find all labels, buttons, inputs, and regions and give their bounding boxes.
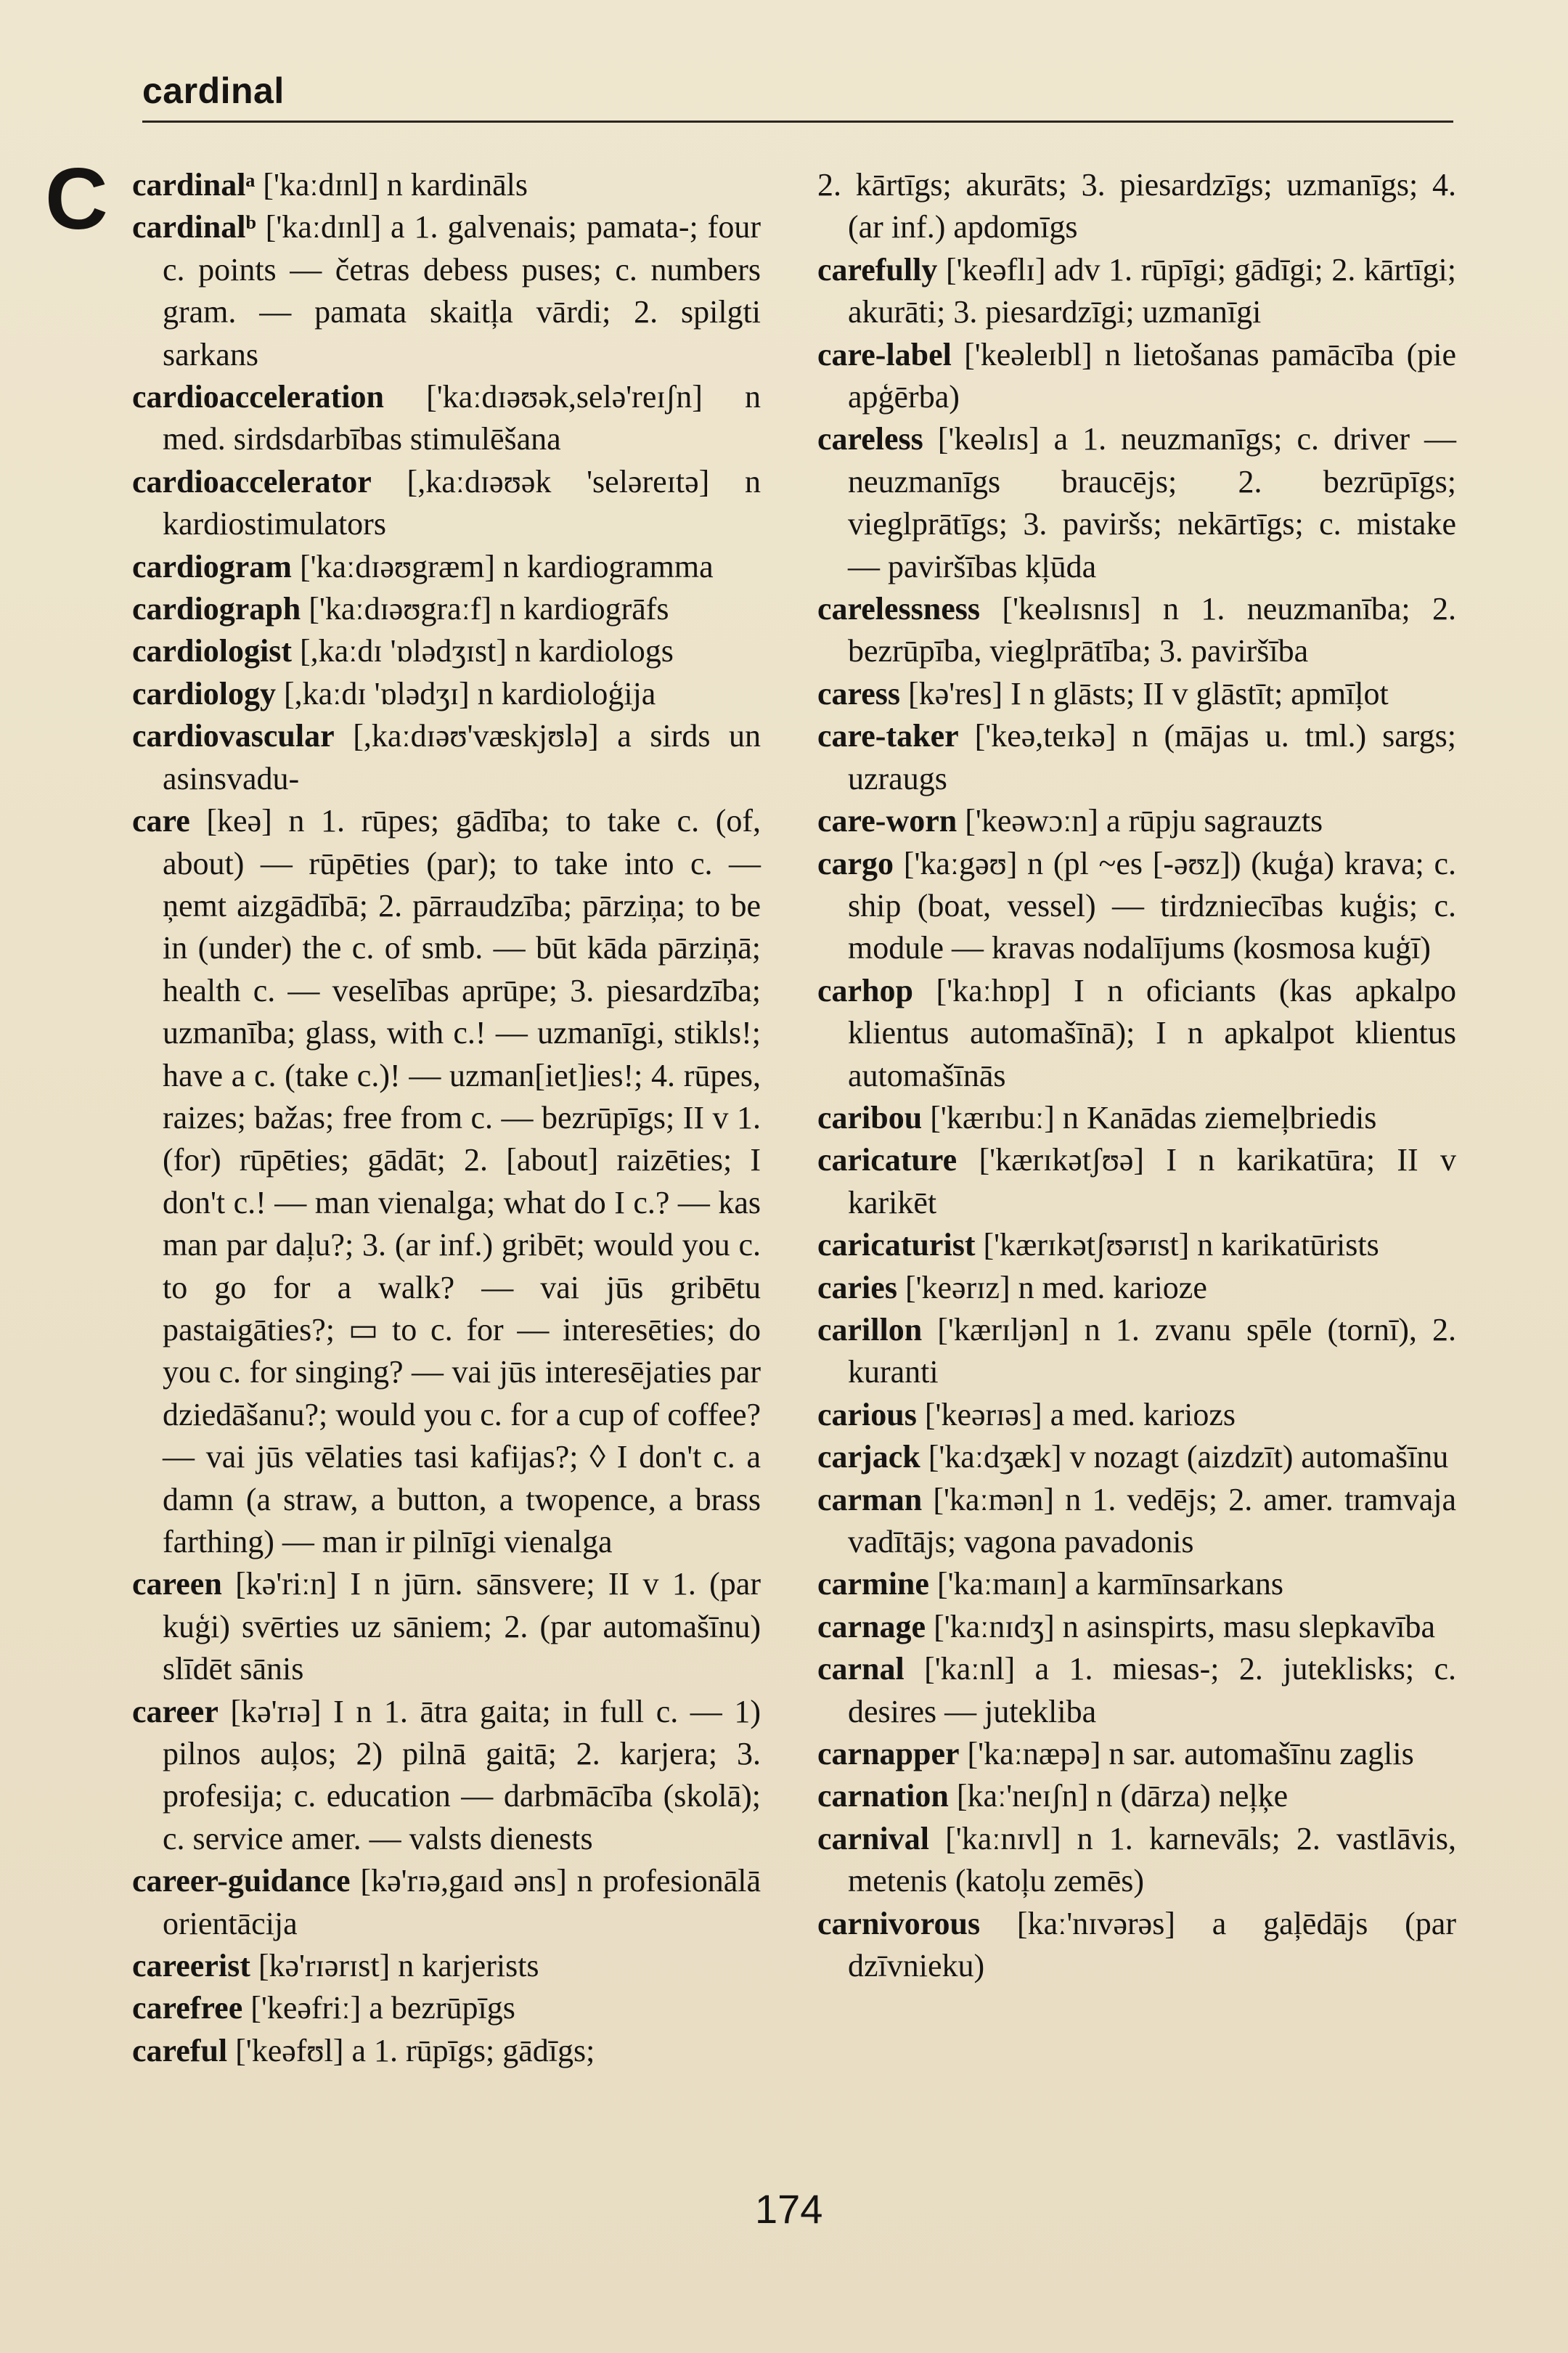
dictionary-entry [132, 1691, 761, 1861]
entry-headword: cardioaccelerator [132, 463, 372, 499]
header-rule [142, 121, 1453, 123]
entry-headword: carmine [817, 1566, 929, 1602]
dictionary-entry [132, 461, 761, 546]
entry-headword: cardiograph [132, 591, 301, 627]
entry-definition: ['keə,teɪkə] n (mājas u. tml.) sargs; uzraugs [848, 718, 1456, 796]
entry-definition: ['keəfriː] a bezrūpīgs [242, 1990, 515, 2026]
entry-definition: [,kaːdɪ 'ɒlədʒɪ] n kardioloģija [275, 675, 656, 711]
entry-headword: cardinalᵇ [132, 209, 256, 245]
entry-headword: carjack [817, 1439, 920, 1475]
entry-definition: [kaː'nɪvərəs] a gaļēdājs (par dzīvnieku) [848, 1905, 1456, 1984]
entry-definition: ['keəleɪbl] n lietošanas pamācība (pie apģērba) [848, 336, 1456, 415]
entry-headword: cardiologist [132, 633, 292, 669]
dictionary-entry [817, 715, 1456, 800]
entry-headword: caricaturist [817, 1227, 976, 1263]
dictionary-entry [817, 1733, 1456, 1775]
entry-definition: [keə] n 1. rūpes; gādība; to take c. (of, about) — rūpēties (par); to take into c. — ņemt aizgādībā; 2. pārraudzība; pārziņa; to be in (under) the c. of smb. — būt kāda pārziņā; health c. — veselības aprūpe; 3. piesardzība; uzmanība; glass, with c.! — uzmanīgi, stikls!; have a c. (take c.)! — uzman[iet]ies!; 4. rūpes, raizes; bažas; free from c. — bezrūpīgs; II v 1. (for) rūpēties; gādāt; 2. [about] raizēties; I don't c.! — man vienalga; what do I c.? — kas man par daļu?; 3. (ar inf.) gribēt; would you c. to go for a walk? — vai jūs gribētu pastaigāties?; ▭ to c. for — interesēties; do you c. for singing? — vai jūs interesējaties par dziedāšanu?; would you c. for a cup of coffee? — vai jūs vēlaties tasi kafijas?; ◊ I don't c. a damn (a straw, a button, a twopence, a brass farthing) — man ir pilnīgi vienalga [163, 803, 761, 1559]
entry-headword: carnapper [817, 1736, 960, 1772]
entry-definition: 2. kārtīgs; akurāts; 3. piesardzīgs; uzmanīgs; 4. (ar inf.) apdomīgs [817, 167, 1456, 245]
dictionary-entry [132, 715, 761, 800]
entry-headword: carnage [817, 1608, 926, 1644]
entry-headword: cardinalᵃ [132, 167, 256, 203]
entry-definition: [kə'rɪə] I n 1. ātra gaita; in full c. — 1) pilnos auļos; 2) pilnā gaitā; 2. karjera; 3. profesija; c. education — darbmācība (skolā); c. service amer. — valsts dienests [163, 1693, 761, 1856]
entry-headword: carnival [817, 1820, 929, 1856]
entry-definition: [kə'riːn] I n jūrn. sānsvere; II v 1. (par kuģi) svērties uz sāniem; 2. (par automašīnu) slīdēt sānis [163, 1566, 761, 1687]
dictionary-entry [817, 249, 1456, 334]
dictionary-entry [817, 800, 1456, 842]
entry-headword: career-guidance [132, 1863, 351, 1899]
entry-headword: carillon [817, 1311, 923, 1347]
entry-headword: carefully [817, 251, 938, 288]
entry-definition: ['kærɪljən] n 1. zvanu spēle (tornī), 2. kuranti [848, 1311, 1456, 1390]
entry-headword: caress [817, 675, 901, 711]
entry-definition: ['kaːhɒp] I n oficiants (kas apkalpo klientus automašīnā); I n apkalpot klientus automašīnās [848, 972, 1456, 1093]
entry-headword: carman [817, 1481, 923, 1517]
entry-headword: caries [817, 1269, 897, 1305]
dictionary-entry [817, 334, 1456, 419]
entry-headword: cargo [817, 845, 894, 881]
entry-headword: carious [817, 1396, 917, 1432]
entry-headword: care-label [817, 336, 952, 372]
dictionary-entry [132, 800, 761, 1563]
entry-headword: careerist [132, 1948, 250, 1984]
entry-definition: ['kaːnl] a 1. miesas-; 2. juteklisks; c. desires — jutekliba [848, 1651, 1456, 1729]
entry-headword: carhop [817, 972, 913, 1008]
entry-definition: ['keərɪəs] a med. kariozs [916, 1396, 1236, 1432]
dictionary-entry [132, 164, 761, 206]
dictionary-entry [817, 970, 1456, 1097]
entry-headword: careen [132, 1566, 222, 1602]
dictionary-entry [132, 1945, 761, 1987]
entry-definition: [,kaːdɪəʊ'væskjʊlə] a sirds un asinsvadu- [163, 718, 761, 796]
entry-definition: ['kaːdɪnl] a 1. galvenais; pamata-; four c. points — četras debess puses; c. numbers gram. — pamata skaitļa vārdi; 2. spilgti sarkans [163, 209, 761, 372]
entry-definition: ['kaːdɪəʊgraːf] n kardiogrāfs [301, 591, 669, 627]
dictionary-entry [817, 843, 1456, 970]
dictionary-entry [817, 1139, 1456, 1224]
dictionary-entry [817, 164, 1456, 249]
entry-definition: ['keərɪz] n med. karioze [897, 1269, 1207, 1305]
dictionary-entry [817, 1097, 1456, 1139]
page-number: 174 [755, 2186, 823, 2232]
dictionary-entry [817, 1224, 1456, 1266]
entry-definition: [,kaːdɪəʊək 'seləreɪtə] n kardiostimulators [163, 463, 761, 542]
entry-headword: care [132, 803, 190, 839]
section-letter: C [45, 150, 108, 248]
entry-headword: cardioacceleration [132, 379, 384, 415]
entry-headword: caribou [817, 1099, 923, 1135]
left-column [132, 164, 761, 2072]
entry-definition: [kaː'neɪʃn] n (dārza) neļķe [948, 1778, 1289, 1814]
running-head: cardinal [142, 70, 285, 111]
entry-definition: ['keəlɪsnɪs] n 1. neuzmanība; 2. bezrūpība, vieglprātība; 3. paviršība [848, 591, 1456, 669]
dictionary-entry [817, 1309, 1456, 1394]
entry-definition: ['kaːdɪnl] n kardināls [255, 167, 528, 203]
dictionary-entry [817, 673, 1456, 715]
entry-definition: ['kaːdɪəʊgræm] n kardiogramma [291, 548, 714, 584]
dictionary-entry [132, 206, 761, 376]
entry-headword: careless [817, 421, 923, 457]
entry-definition: ['kærɪkətʃʊə] I n karikatūra; II v karikēt [848, 1142, 1456, 1220]
entry-headword: care-worn [817, 803, 957, 839]
entry-definition: ['kaːnɪvl] n 1. karnevāls; 2. vastlāvis, metenis (katoļu zemēs) [848, 1820, 1456, 1899]
dictionary-entry [817, 1267, 1456, 1309]
dictionary-entry [132, 546, 761, 588]
dictionary-entry [817, 1818, 1456, 1903]
entry-definition: ['kaːnɪdʒ] n asinspirts, masu slepkavība [926, 1608, 1436, 1644]
right-column [817, 164, 1456, 1987]
dictionary-entry [132, 1563, 761, 1690]
entry-definition: ['keəfʊl] a 1. rūpīgs; gādīgs; [227, 2032, 595, 2068]
entry-headword: cardiogram [132, 548, 292, 584]
dictionary-entry [817, 588, 1456, 673]
entry-definition: ['kaːgəʊ] n (pl ~es [-əʊz]) (kuģa) krava; c. ship (boat, vessel) — tirdzniecības kuģis; c. module — kravas nodalījums (kosmosa kuģī) [848, 845, 1456, 966]
dictionary-entry [817, 418, 1456, 588]
dictionary-entry [132, 673, 761, 715]
entry-definition: ['kaːdɪəʊək,selə'reɪʃn] n med. sirdsdarbības stimulēšana [163, 379, 761, 457]
entry-definition: [,kaːdɪ 'ɒlədʒɪst] n kardiologs [291, 633, 674, 669]
entry-headword: care-taker [817, 718, 959, 754]
dictionary-entry [817, 1479, 1456, 1564]
dictionary-entry [132, 1860, 761, 1945]
entry-definition: [kə'rɪərɪst] n karjerists [250, 1948, 539, 1984]
entry-headword: carelessness [817, 591, 981, 627]
dictionary-entry [132, 1987, 761, 2029]
entry-definition: ['keəwɔːn] a rūpju sagrauzts [957, 803, 1323, 839]
entry-definition: ['kærɪkətʃʊərɪst] n karikatūrists [975, 1227, 1379, 1263]
entry-headword: carefree [132, 1990, 243, 2026]
entry-definition: ['kaːnæpə] n sar. automašīnu zaglis [959, 1736, 1414, 1772]
entry-definition: [kə'rɪə,gaɪd əns] n profesionālā orientācija [163, 1863, 761, 1941]
dictionary-entry [817, 1606, 1456, 1648]
entry-headword: carnal [817, 1651, 905, 1687]
dictionary-entry [817, 1436, 1456, 1478]
entry-headword: career [132, 1693, 219, 1729]
entry-definition: ['kaːdʒæk] v nozagt (aizdzīt) automašīnu [920, 1439, 1449, 1475]
entry-definition: ['kærɪbuː] n Kanādas ziemeļbriedis [922, 1099, 1377, 1135]
dictionary-entry [817, 1394, 1456, 1436]
entry-headword: careful [132, 2032, 228, 2068]
dictionary-entry [132, 376, 761, 461]
entry-headword: caricature [817, 1142, 957, 1178]
dictionary-entry [817, 1775, 1456, 1817]
dictionary-entry [132, 588, 761, 630]
dictionary-entry [132, 630, 761, 672]
entry-headword: carnation [817, 1778, 949, 1814]
dictionary-entry [817, 1563, 1456, 1605]
entry-headword: cardiovascular [132, 718, 335, 754]
entry-definition: ['kaːmən] n 1. vedējs; 2. amer. tramvaja vadītājs; vagona pavadonis [848, 1481, 1456, 1559]
entry-headword: carnivorous [817, 1905, 981, 1941]
entry-definition: ['kaːmaɪn] a karmīnsarkans [928, 1566, 1284, 1602]
entry-definition: ['keəflɪ] adv 1. rūpīgi; gādīgi; 2. kārtīgi; akurāti; 3. piesardzīgi; uzmanīgi [848, 251, 1456, 330]
dictionary-entry [817, 1648, 1456, 1733]
entry-headword: cardiology [132, 675, 276, 711]
dictionary-entry [817, 1903, 1456, 1988]
dictionary-entry [132, 2030, 761, 2072]
entry-definition: ['keəlɪs] a 1. neuzmanīgs; c. driver — neuzmanīgs braucējs; 2. bezrūpīgs; vieglprātīgs; 3. paviršs; nekārtīgs; c. mistake — paviršības kļūda [848, 421, 1456, 584]
entry-definition: [kə'res] I n glāsts; II v glāstīt; apmīļot [900, 675, 1389, 711]
